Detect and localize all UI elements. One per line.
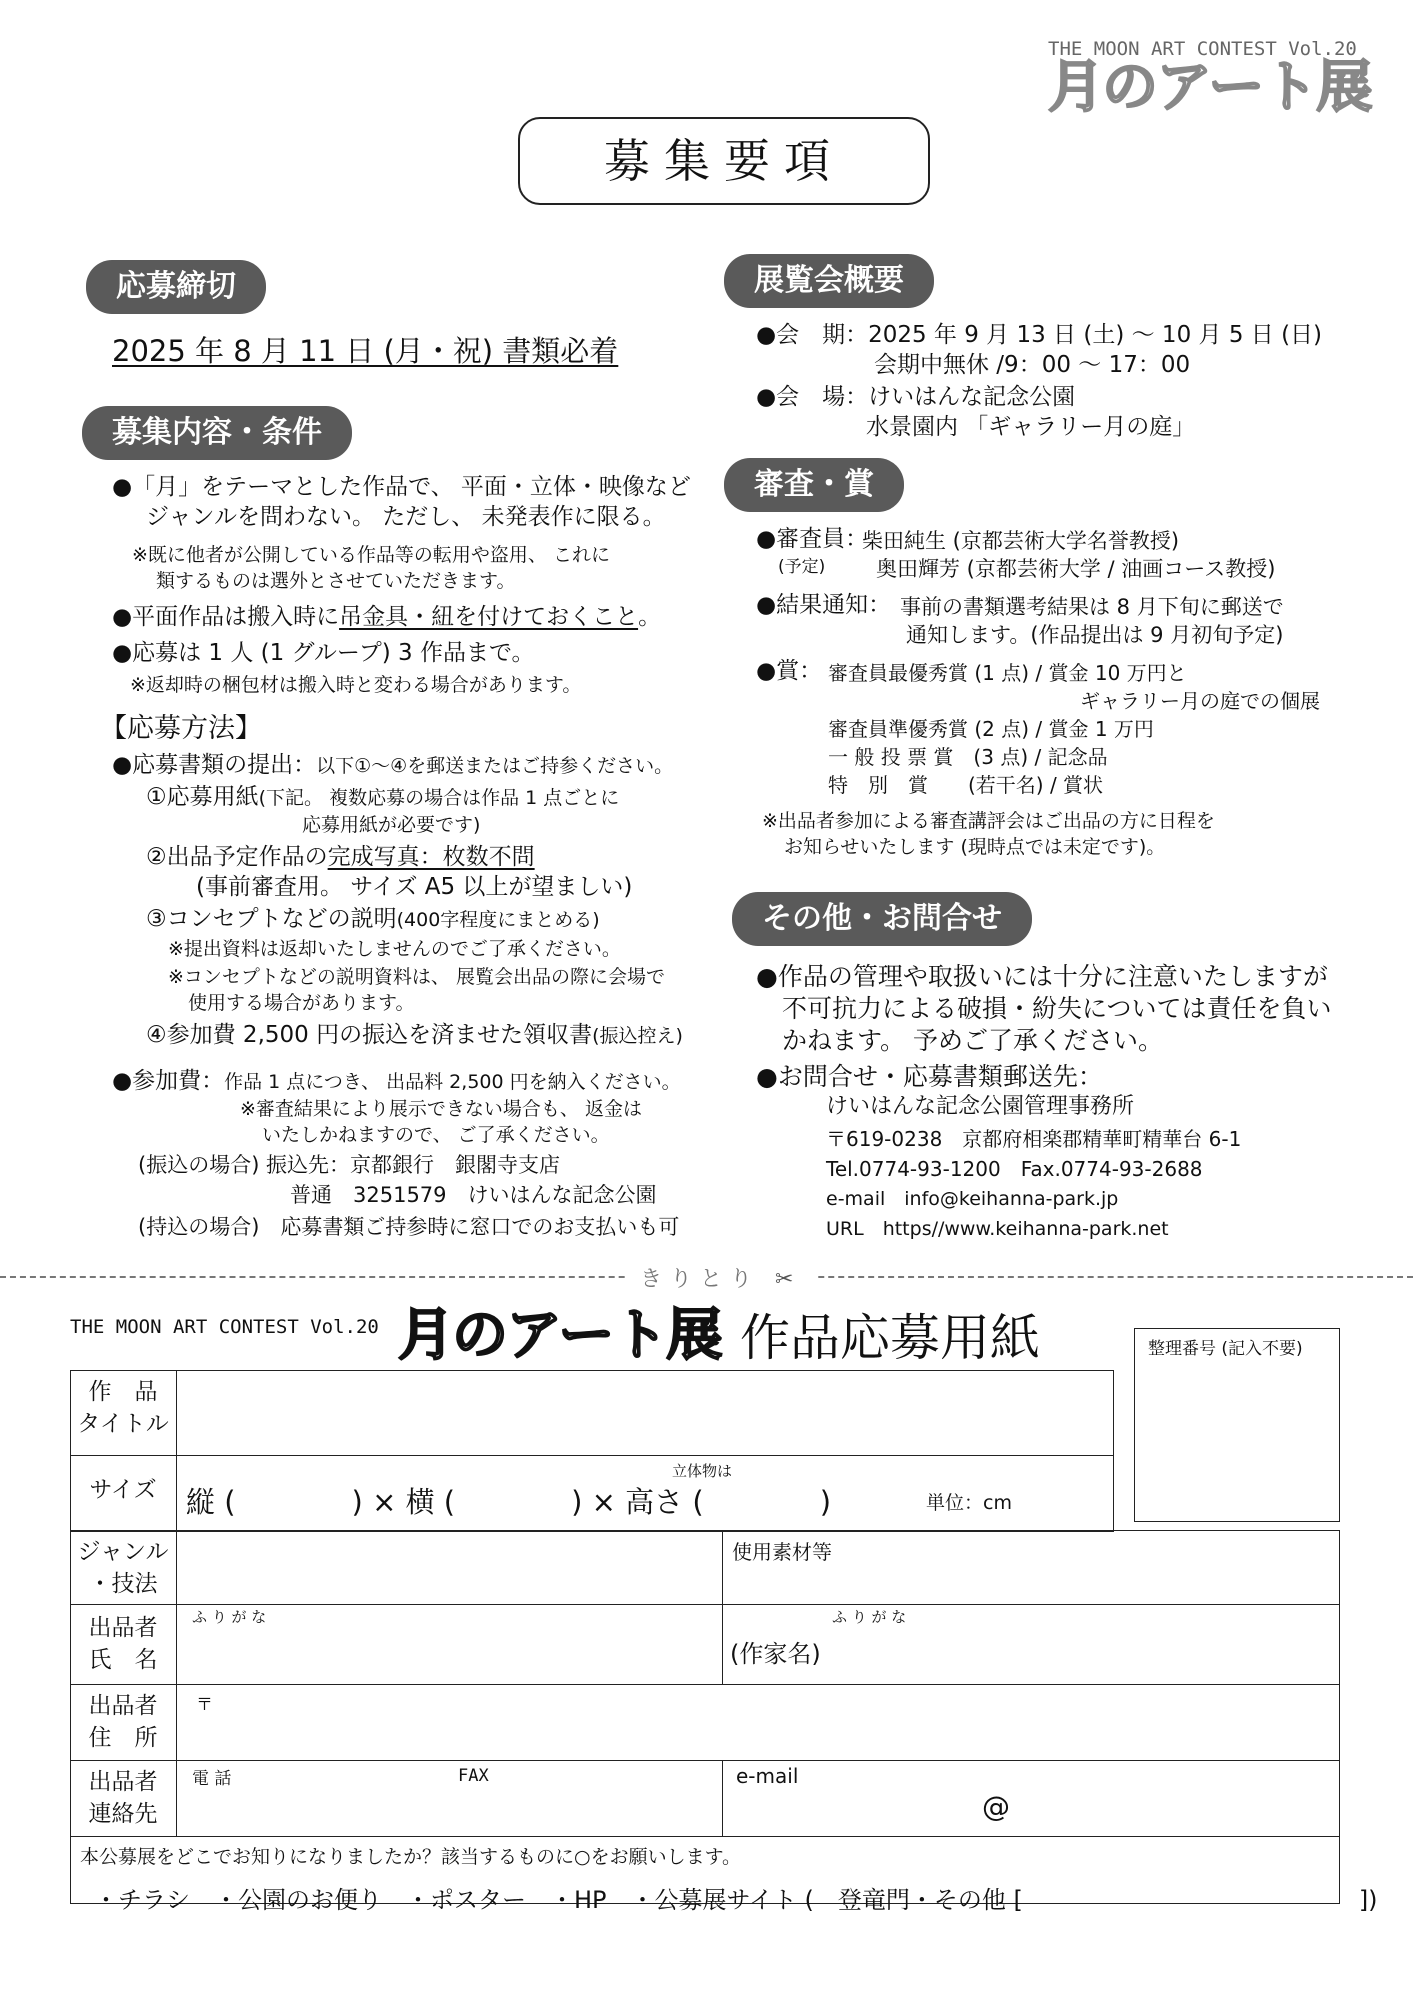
result-line-2: 通知します。(作品提出は 9 月初旬予定) bbox=[906, 623, 1284, 647]
email-label: e-mail bbox=[736, 1764, 799, 1788]
cut-label bbox=[626, 1262, 815, 1293]
contact-label: ●お問合せ・応募書類郵送先： bbox=[756, 1062, 1103, 1091]
method-1-text: 以下①～④を郵送またはご持参ください。 bbox=[316, 755, 674, 777]
genre-label-2: ・技法 bbox=[88, 1571, 158, 1597]
heading-other: その他・お問合せ bbox=[732, 892, 1032, 946]
transfer-line-1: (振込の場合) 振込先：京都銀行 銀閣寺支店 bbox=[138, 1153, 561, 1177]
method-item-4-label: ④参加費 2,500 円の振込を済ませた領収書 bbox=[146, 1022, 593, 1048]
contact-info-label bbox=[70, 1766, 176, 1830]
condition-2-pre: ●平面作品は搬入時に bbox=[112, 604, 340, 630]
scissors-icon: ✂ bbox=[775, 1267, 802, 1292]
page-title: 募集要項 bbox=[604, 134, 844, 188]
heading-conditions: 募集内容・条件 bbox=[82, 406, 352, 460]
name-label-2: 氏 名 bbox=[88, 1647, 158, 1673]
other-line-1: ●作品の管理や取扱いには十分に注意いたしますが bbox=[756, 962, 1328, 991]
method-item-3-note-1: ※提出資料は返却いたしませんのでご了承ください。 bbox=[168, 938, 621, 960]
condition-1-line-2: ジャンルを問わない。 ただし、 未発表作に限る。 bbox=[146, 504, 666, 530]
fee-label: ●参加費： bbox=[112, 1068, 225, 1094]
contact-url: URL https//www.keihanna-park.net bbox=[826, 1218, 1169, 1240]
method-item-1 bbox=[146, 782, 619, 813]
address-label-1: 出品者 bbox=[88, 1693, 158, 1719]
phone-fax-field[interactable] bbox=[180, 1786, 718, 1832]
work-title-label bbox=[70, 1376, 176, 1440]
work-title-label-1: 作 品 bbox=[88, 1379, 158, 1405]
condition-1-note-1: ※既に他者が公開している作品等の転用や盗用、 これに bbox=[132, 544, 610, 566]
method-item-3-label: ③コンセプトなどの説明 bbox=[146, 906, 397, 932]
method-1-label: ●応募書類の提出： bbox=[112, 752, 317, 778]
prize-note-1: ※出品者参加による審査講評会はご出品の方に日程を bbox=[762, 810, 1215, 832]
condition-3-note: ※返却時の梱包材は搬入時と変わる場合があります。 bbox=[130, 674, 582, 696]
heading-exhibition: 展覧会概要 bbox=[724, 254, 934, 308]
contest-logo: 月のアート展 bbox=[1048, 55, 1371, 120]
condition-1-line-1: ●「月」をテーマとした作品で、 平面・立体・映像など bbox=[112, 474, 691, 500]
judge-2: 奥田輝芳 (京都芸術大学 / 油画コース教授) bbox=[876, 557, 1276, 581]
contact-phone: Tel.0774-93-1200 Fax.0774-93-2688 bbox=[826, 1157, 1203, 1181]
size-fields[interactable]: 縦 ( ) × 横 ( ) × 高さ ( ) bbox=[186, 1485, 832, 1519]
form-divider bbox=[70, 1455, 1114, 1456]
result-label: ●結果通知： bbox=[756, 592, 892, 618]
fee-note-2: いたしかねますので、 ご了承ください。 bbox=[262, 1124, 610, 1146]
form-divider bbox=[70, 1836, 1340, 1837]
survey-question: 本公募展をどこでお知りになりましたか？該当するものに○をお願いします。 bbox=[80, 1846, 742, 1868]
result-line-1: 事前の書類選考結果は 8 月下旬に郵送で bbox=[900, 595, 1284, 619]
prize-1-b: ギャラリー月の庭での個展 bbox=[1080, 689, 1320, 713]
method-item-3-note-2: ※コンセプトなどの説明資料は、 展覧会出品の際に会場で bbox=[168, 966, 665, 988]
form-divider bbox=[70, 1604, 1340, 1605]
form-logo: 月のアート展 bbox=[398, 1303, 721, 1368]
materials-field[interactable] bbox=[726, 1562, 1336, 1600]
page-title-box bbox=[518, 117, 930, 205]
method-item-4 bbox=[146, 1020, 683, 1051]
contact-info-label-1: 出品者 bbox=[88, 1769, 158, 1795]
exhibition-hours: 会期中無休 /9：00 ～ 17：00 bbox=[874, 352, 1191, 378]
size-3d-note: 立体物は bbox=[672, 1462, 733, 1480]
address-field[interactable] bbox=[180, 1688, 1336, 1756]
form-divider bbox=[176, 1530, 177, 1836]
fee-text: 作品 1 点につき、 出品料 2,500 円を納入ください。 bbox=[224, 1071, 681, 1093]
postal-mark: 〒 bbox=[196, 1695, 213, 1715]
judge-1: 柴田純生 (京都芸術大学名誉教授) bbox=[862, 529, 1180, 553]
transfer-line-2: 普通 3251579 けいはんな記念公園 bbox=[290, 1183, 657, 1207]
condition-2-post: 。 bbox=[638, 604, 662, 630]
email-field[interactable] bbox=[726, 1788, 1336, 1834]
furigana-label: ふ り が な bbox=[192, 1608, 267, 1626]
method-heading: 【応募方法】 bbox=[100, 713, 262, 744]
method-item-1-note-2: 応募用紙が必要です) bbox=[302, 814, 481, 836]
method-item-2-note: (事前審査用。 サイズ A5 以上が望ましい) bbox=[196, 874, 633, 900]
prize-4: 特 別 賞 (若干名) / 賞状 bbox=[828, 773, 1104, 797]
exhibition-venue: ●会 場：けいはんな記念公園 bbox=[756, 384, 1076, 410]
prize-1: 審査員最優秀賞 (1 点) / 賞金 10 万円と bbox=[828, 661, 1187, 685]
address-label bbox=[70, 1690, 176, 1754]
deadline-text: 2025 年 8 月 11 日 (月・祝) 書類必着 bbox=[112, 334, 619, 368]
method-item-1-note: (下記。 複数応募の場合は作品 1 点ごとに bbox=[258, 787, 620, 809]
prize-label: ●賞： bbox=[756, 658, 823, 684]
prize-2: 審査員準優秀賞 (2 点) / 賞金 1 万円 bbox=[828, 717, 1154, 741]
cut-label-text: きりとり bbox=[640, 1267, 761, 1292]
form-divider bbox=[70, 1684, 1340, 1685]
genre-label-1: ジャンル bbox=[77, 1539, 169, 1565]
form-title: 作品応募用紙 bbox=[740, 1309, 1040, 1367]
heading-judging: 審査・賞 bbox=[724, 458, 904, 512]
size-label: サイズ bbox=[89, 1477, 157, 1503]
reference-number-label: 整理番号 (記入不要) bbox=[1148, 1339, 1303, 1359]
artist-name-label: (作家名) bbox=[730, 1640, 821, 1668]
genre-label bbox=[70, 1536, 176, 1600]
method-item-3-note-3: 使用する場合があります。 bbox=[188, 992, 415, 1014]
prize-3: 一 般 投 票 賞 (3 点) / 記念品 bbox=[828, 745, 1108, 769]
method-item-3-note: (400字程度にまとめる) bbox=[396, 909, 600, 931]
fax-label: FAX bbox=[458, 1766, 489, 1786]
phone-label: 電 話 bbox=[192, 1769, 232, 1789]
form-divider bbox=[722, 1530, 723, 1684]
at-sign: @ bbox=[982, 1790, 1010, 1823]
genre-field[interactable] bbox=[180, 1534, 718, 1600]
form-divider bbox=[722, 1760, 723, 1836]
size-unit: 単位：cm bbox=[926, 1492, 1012, 1514]
contact-info-label-2: 連絡先 bbox=[88, 1801, 158, 1827]
method-item-2-underlined: 完成写真：枚数不問 bbox=[327, 844, 535, 870]
furigana-label-2: ふ り が な bbox=[832, 1608, 907, 1626]
carry-in-payment: (持込の場合) 応募書類ご持参時に窓口でのお支払いも可 bbox=[138, 1215, 680, 1239]
other-line-2: 不可抗力による破損・紛失については責任を負い bbox=[782, 994, 1332, 1023]
contact-address: 〒619-0238 京都府相楽郡精華町精華台 6-1 bbox=[826, 1127, 1242, 1151]
form-divider bbox=[176, 1370, 177, 1532]
condition-2-underlined: 吊金具・紐を付けておくこと bbox=[339, 604, 639, 630]
name-label-1: 出品者 bbox=[88, 1615, 158, 1641]
work-title-field[interactable] bbox=[180, 1374, 1110, 1452]
name-label bbox=[70, 1612, 176, 1676]
method-1 bbox=[112, 750, 673, 781]
method-item-2 bbox=[146, 842, 535, 872]
fee bbox=[112, 1066, 681, 1097]
method-item-2-label: ②出品予定作品の bbox=[146, 844, 328, 870]
prize-note-2: お知らせいたします (現時点では未定です)。 bbox=[784, 836, 1166, 858]
judges-label: ●審査員： bbox=[756, 526, 869, 552]
method-item-3 bbox=[146, 904, 600, 935]
condition-1-note-2: 類するものは選外とさせていただきます。 bbox=[156, 570, 516, 592]
contest-name-en: THE MOON ART CONTEST Vol.20 bbox=[1048, 38, 1357, 60]
name-field[interactable] bbox=[180, 1626, 718, 1682]
heading-deadline: 応募締切 bbox=[86, 260, 266, 314]
work-title-label-2: タイトル bbox=[77, 1411, 169, 1437]
materials-label: 使用素材等 bbox=[732, 1540, 832, 1564]
other-line-3: かねます。 予めご了承ください。 bbox=[782, 1026, 1163, 1055]
contact-office: けいはんな記念公園管理事務所 bbox=[826, 1094, 1135, 1119]
method-item-1-label: ①応募用紙 bbox=[146, 784, 259, 810]
form-divider bbox=[70, 1760, 1340, 1761]
form-contest-en: THE MOON ART CONTEST Vol.20 bbox=[70, 1316, 379, 1338]
exhibition-period: ●会 期：2025 年 9 月 13 日 (土) ～ 10 月 5 日 (日) bbox=[756, 322, 1323, 348]
address-label-2: 住 所 bbox=[88, 1725, 158, 1751]
judges-tentative: (予定) bbox=[778, 557, 826, 577]
condition-3: ●応募は 1 人 (1 グループ) 3 作品まで。 bbox=[112, 640, 535, 666]
method-item-4-note: (振込控え) bbox=[592, 1025, 683, 1047]
condition-2 bbox=[112, 602, 661, 632]
survey-options[interactable]: ・チラシ ・公園のお便り ・ポスター ・HP ・公募展サイト ( 登竜門・その他 [ ]) bbox=[94, 1886, 1378, 1914]
exhibition-venue-2: 水景園内 「ギャラリー月の庭」 bbox=[866, 414, 1196, 440]
fee-note-1: ※審査結果により展示できない場合も、 返金は bbox=[240, 1098, 642, 1120]
contact-email: e-mail info@keihanna-park.jp bbox=[826, 1188, 1119, 1210]
